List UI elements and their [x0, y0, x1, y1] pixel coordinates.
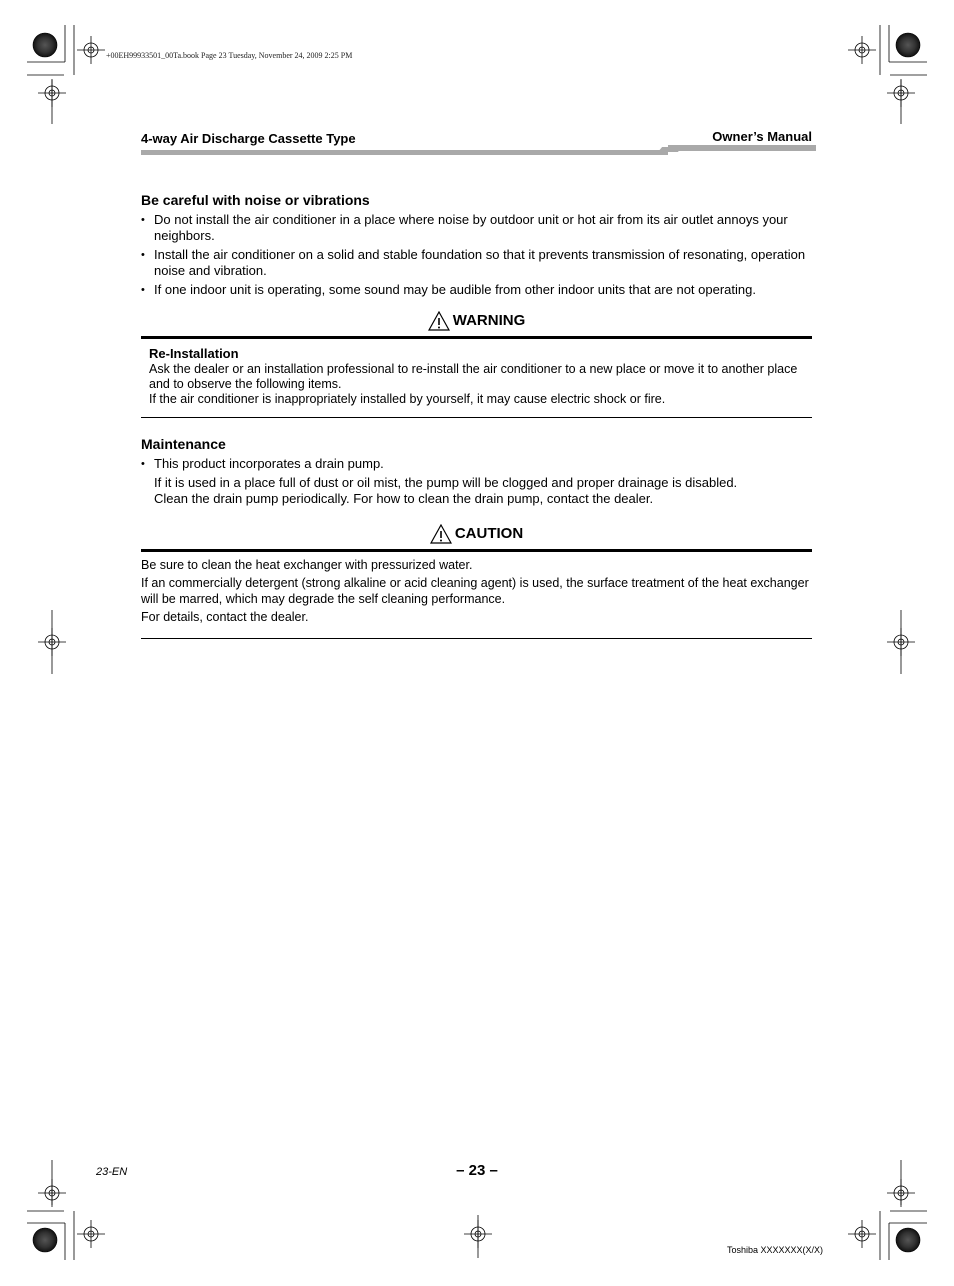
warning-line: If the air conditioner is inappropriately installed by yourself, it may cause electric shock or fire.	[149, 392, 666, 406]
maintenance-sub-lines	[141, 475, 812, 507]
maintenance-title: Maintenance	[141, 436, 226, 452]
document-code: Toshiba XXXXXXX(X/X)	[726, 1245, 823, 1255]
warning-line: Ask the dealer or an installation professional to re-install the air conditioner to a new place or move it to another place and to observe the following items.	[149, 362, 798, 391]
header-manual-title: Owner’s Manual	[712, 129, 812, 144]
maintenance-sub-line: If it is used in a place full of dust or oil mist, the pump will be clogged and proper drainage is disabled.	[154, 475, 738, 490]
caution-line: If an commercially detergent (strong alkaline or acid cleaning agent) is used, the surface treatment of the heat exchanger will be marred, which may degrade the self cleaning performance.	[141, 576, 809, 606]
caution-heading	[141, 523, 812, 545]
warning-label: WARNING	[452, 312, 526, 329]
warning-bottom-rule	[141, 417, 812, 418]
header-bar-right	[668, 145, 816, 151]
maintenance-sub-line: Clean the drain pump periodically. For how to clean the drain pump, contact the dealer.	[154, 491, 654, 506]
maintenance-list	[141, 456, 812, 472]
noise-list	[141, 212, 812, 298]
list-item: • This product incorporates a drain pump.	[141, 456, 812, 472]
list-item: • Do not install the air conditioner in a place where noise by outdoor unit or hot air from its air outlet annoys your neighbors.	[141, 212, 812, 244]
caution-label: CAUTION	[454, 525, 524, 542]
list-item: • Install the air conditioner on a solid and stable foundation so that it prevents transmission of resonating, operation noise and vibration.	[141, 247, 812, 279]
book-info: +00EH99933501_00Ta.book Page 23 Tuesday, November 24, 2009 2:25 PM	[106, 51, 353, 60]
warning-body	[141, 339, 812, 417]
warning-heading	[141, 310, 812, 332]
page-content	[141, 191, 812, 639]
warning-subtitle: Re-Installation	[149, 346, 239, 361]
warning-box	[141, 310, 812, 418]
noise-section	[141, 191, 812, 298]
caution-body	[141, 552, 812, 638]
caution-line: For details, contact the dealer.	[141, 610, 309, 624]
page-code: 23-EN	[96, 1166, 128, 1178]
warning-triangle-icon	[428, 311, 450, 331]
page-number: – 23 –	[456, 1162, 498, 1179]
warning-triangle-icon	[430, 524, 452, 544]
caution-box	[141, 523, 812, 639]
caution-bottom-rule	[141, 638, 812, 639]
list-item: • If one indoor unit is operating, some sound may be audible from other indoor units that are not operating.	[141, 282, 812, 298]
header-product-type: 4-way Air Discharge Cassette Type	[141, 131, 356, 146]
caution-line: Be sure to clean the heat exchanger with pressurized water.	[141, 558, 473, 572]
noise-title: Be careful with noise or vibrations	[141, 192, 370, 208]
header-bar	[141, 150, 668, 155]
maintenance-section	[141, 435, 812, 507]
